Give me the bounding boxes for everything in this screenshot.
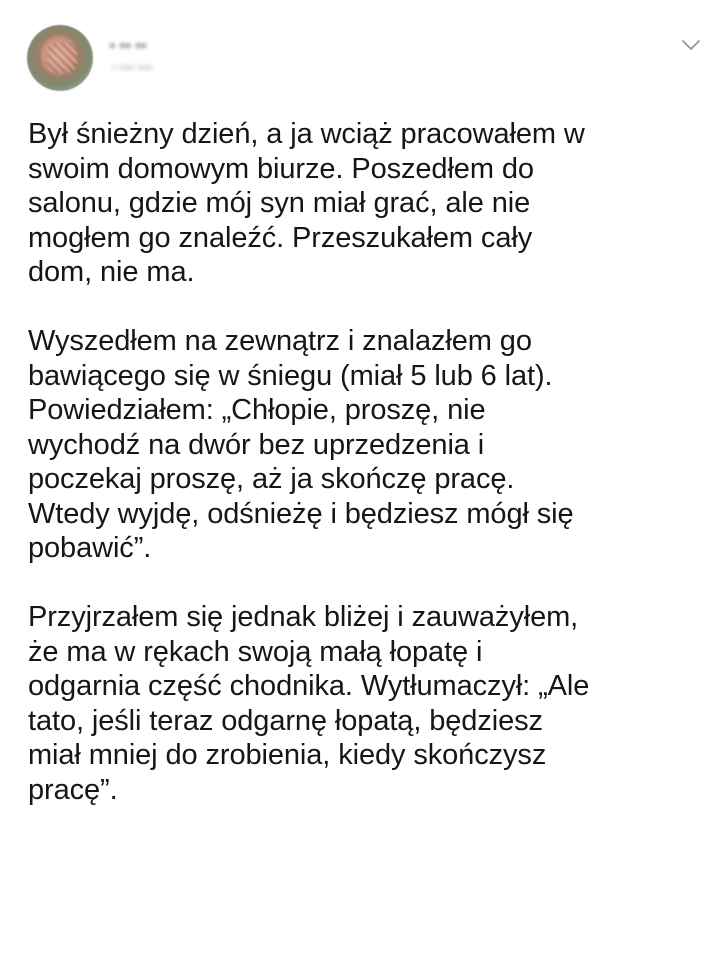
tweet-paragraph: Był śnieżny dzień, a ja wciąż pracowałem w swoim domowym biurze. Poszedłem do salonu, gdzie mój syn miał grać, ale nie mogłem go znaleźć. Przeszukałem cały dom, nie ma. bbox=[28, 118, 585, 288]
avatar[interactable] bbox=[27, 25, 93, 91]
author-handle[interactable]: • •••• •••• bbox=[112, 62, 153, 74]
chevron-down-icon bbox=[680, 36, 702, 54]
tweet-paragraph: Wyszedłem na zewnątrz i znalazłem go bawiącego się w śniegu (miał 5 lub 6 lat). Powiedziałem: „Chłopie, proszę, nie wychodź na dwór bez uprzedzenia i poczekaj proszę, aż ja skończę pracę. Wtedy wyjdę, odśnieżę i będziesz mógł się pobawić”. bbox=[28, 325, 574, 564]
tweet-text bbox=[28, 117, 708, 807]
tweet-menu-button[interactable] bbox=[680, 36, 702, 54]
author-display-name[interactable]: • •• •• bbox=[110, 38, 147, 52]
tweet-paragraph: Przyjrzałem się jednak bliżej i zauważyłem, że ma w rękach swoją małą łopatę i odgarnia część chodnika. Wytłumaczył: „Ale tato, jeśli teraz odgarnę łopatą, będziesz miał mniej do zrobienia, kiedy skończysz pracę”. bbox=[28, 601, 590, 806]
